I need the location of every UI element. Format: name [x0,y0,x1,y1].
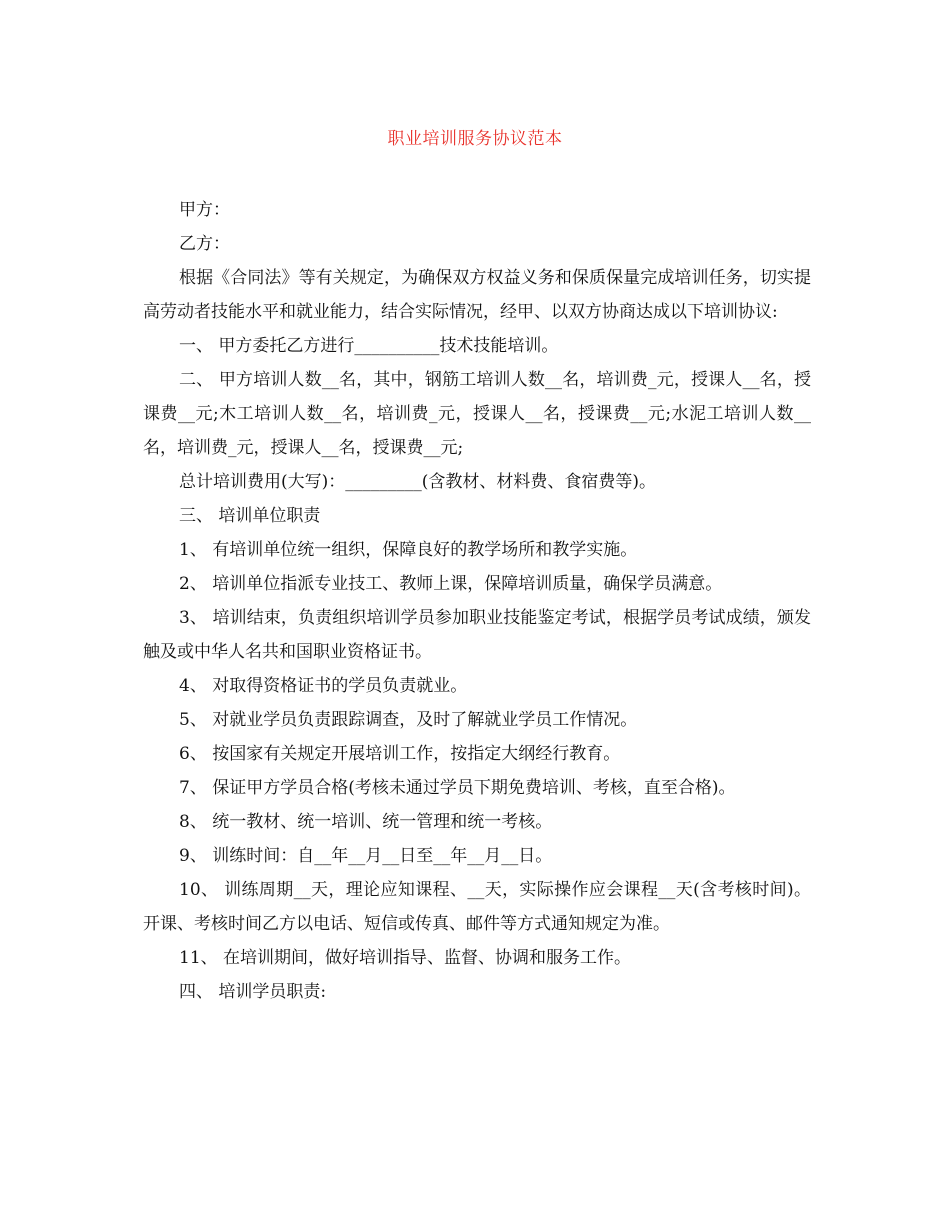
duty-item-1: 1、 有培训单位统一组织，保障良好的教学场所和教学实施。 [179,540,638,560]
duty-item-5: 5、 对就业学员负责跟踪调查，及时了解就业学员工作情况。 [179,710,638,730]
duty-item-10: 10、 训练周期__天，理论应知课程、__天，实际操作应会课程__天(含考核时间)。开课、考核时间乙方以电话、短信或传真、邮件等方式通知规定为准。 [143,880,811,934]
party-b-line: 乙方： [179,234,230,254]
duty-item-8: 8、 统一教材、统一培训、统一管理和统一考核。 [179,812,553,832]
document-title: 职业培训服务协议范本 [387,129,563,149]
preamble-paragraph: 根据《合同法》等有关规定，为确保双方权益义务和保质保量完成培训任务，切实提高劳动者技能水平和就业能力，结合实际情况，经甲、以双方协商达成以下培训协议: [143,268,811,322]
duty-item-4: 4、 对取得资格证书的学员负责就业。 [179,676,468,696]
clause-2: 二、 甲方培训人数__名，其中，钢筋工培训人数__名，培训费_元，授课人__名，授课费__元;木工培训人数__名，培训费_元，授课人__名，授课费__元;水泥工培训人数__名，培训费_元，授课人__名，授课费__元; [143,370,811,458]
section-3-heading: 三、 培训单位职责 [179,506,321,526]
duty-item-11: 11、 在培训期间，做好培训指导、监督、协调和服务工作。 [179,948,632,968]
section-4-heading: 四、 培训学员职责: [179,982,327,1002]
duty-item-2: 2、 培训单位指派专业技工、教师上课，保障培训质量，确保学员满意。 [179,574,723,594]
total-fee-line: 总计培训费用(大写)：_________(含教材、材料费、食宿费等)。 [179,472,657,492]
duty-item-6: 6、 按国家有关规定开展培训工作，按指定大纲经行教育。 [179,744,621,764]
duty-item-9: 9、 训练时间：自__年__月__日至__年__月__日。 [179,846,553,866]
document-body [143,193,811,1009]
clause-1: 一、 甲方委托乙方进行__________技术技能培训。 [179,336,559,356]
duty-item-7: 7、 保证甲方学员合格(考核未通过学员下期免费培训、考核，直至合格)。 [179,778,736,798]
duty-item-3: 3、 培训结束，负责组织培训学员参加职业技能鉴定考试，根据学员考试成绩，颁发触及或中华人名共和国职业资格证书。 [143,608,811,662]
party-a-line: 甲方： [179,200,230,220]
